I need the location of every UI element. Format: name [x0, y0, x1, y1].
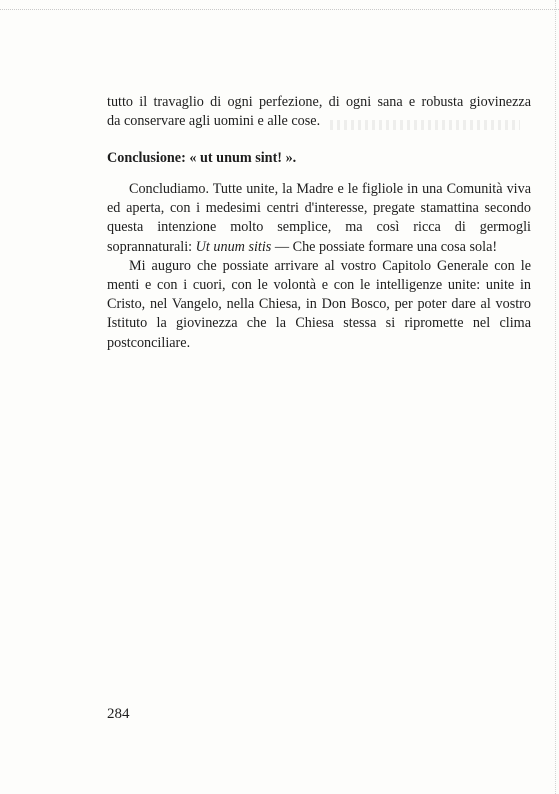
page-edge-top — [0, 9, 559, 10]
body-text — [107, 180, 531, 353]
section-heading: Conclusione: « ut unum sint! ». — [107, 150, 297, 166]
intro-line-2: da conservare agli uomini e alle cose. — [107, 113, 321, 130]
paragraph-1-text-b: — Che possiate formare una cosa sola! — [271, 238, 498, 255]
intro-paragraph — [107, 93, 531, 131]
paragraph-1-text-a: Concludiamo. Tutte unite, la Madre e le figliole in una Comunità viva ed aperta, con i medesimi centri d'interesse, pregate stamattina secondo questa intenzione molto semplice, ma così ricca di germogli soprannaturali: — [107, 181, 531, 255]
paragraph-1 — [107, 180, 531, 257]
page-number: 284 — [107, 706, 130, 722]
paragraph-2: Mi auguro che possiate arrivare al vostro Capitolo Generale con le menti e con i cuori, con le volontà e con le intelligenze unite: unite in Cristo, nel Vangelo, nella Chiesa, in Don Bosco, per poter dare al vostro Istituto la giovinezza che la Chiesa stessa si ripromette nel clima postconciliare. — [107, 257, 531, 351]
paragraph-1-italic: Ut unum sitis — [195, 238, 272, 255]
page-edge-right — [555, 0, 556, 794]
intro-line-1: tutto il travaglio di ogni perfezione, di ogni sana e robusta giovinezza — [107, 94, 531, 110]
